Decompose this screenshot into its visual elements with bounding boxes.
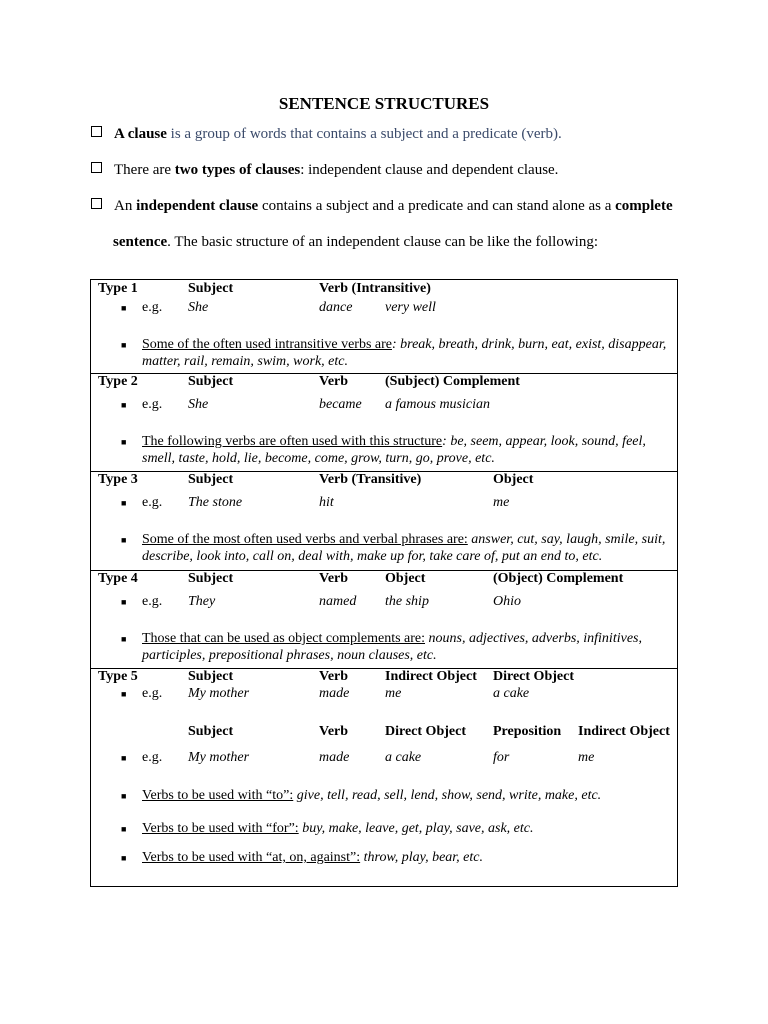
sentence-types-table (90, 279, 678, 887)
example-verb: made (319, 686, 350, 701)
intro-paragraph-types: There are two types of clauses: independent clause and dependent clause. (91, 162, 558, 179)
header-subject: Subject (188, 724, 234, 739)
header-object: Object (385, 571, 426, 586)
example-verb: made (319, 750, 350, 765)
example-indirect-object: me (578, 750, 595, 765)
type-4-section (91, 570, 677, 669)
header-indirect-object: Indirect Object (385, 669, 477, 684)
header-verb: Verb (319, 374, 349, 389)
header-verb: Verb (319, 724, 349, 739)
type-5-note-for: Verbs to be used with “for”: buy, make, leave, get, play, save, ask, etc. (142, 821, 534, 836)
example-direct-object: a cake (493, 686, 530, 701)
type-label: Type 2 (98, 374, 138, 389)
example-preposition: for (493, 750, 510, 765)
example-object: the ship (385, 594, 429, 609)
bullet-icon: ■ (121, 597, 127, 607)
bullet-icon: ■ (121, 824, 127, 834)
example-subject: The stone (188, 495, 243, 510)
header-complement: (Subject) Complement (385, 374, 520, 389)
header-subject: Subject (188, 571, 234, 586)
type-label: Type 3 (98, 472, 138, 487)
eg-label: e.g. (142, 300, 163, 315)
checkbox-icon (91, 198, 102, 209)
intro-paragraph-independent: An independent clause contains a subject and a predicate and can stand alone as a complete (91, 198, 673, 215)
example-complement: Ohio (493, 594, 521, 609)
type-3-section (91, 471, 677, 571)
type-5-note-at-on-against: Verbs to be used with “at, on, against”: throw, play, bear, etc. (142, 850, 484, 865)
eg-label: e.g. (142, 397, 163, 412)
bullet-icon: ■ (121, 400, 127, 410)
checkbox-icon (91, 126, 102, 137)
intro-paragraph-independent-cont: sentence. The basic structure of an independent clause can be like the following: (113, 234, 598, 250)
header-preposition: Preposition (493, 724, 562, 739)
type-3-note: Some of the most often used verbs and verbal phrases are: answer, cut, say, laugh, smile, suit, describe, look into, call on, deal with, make up for, take care of, put an end to, etc. (142, 532, 666, 564)
intro-paragraph-clause: A clause is a group of words that contains a subject and a predicate (verb). (91, 126, 562, 143)
bullet-icon: ■ (121, 340, 127, 350)
header-verb: Verb (Transitive) (319, 472, 422, 487)
type-label: Type 1 (98, 281, 138, 296)
bullet-icon: ■ (121, 753, 127, 763)
header-object: Object (493, 472, 534, 487)
example-verb: named (319, 594, 357, 609)
type-5-note-to: Verbs to be used with “to”: give, tell, read, sell, lend, show, send, write, make, etc. (142, 788, 602, 803)
header-subject: Subject (188, 472, 234, 487)
example-object: me (493, 495, 510, 510)
example-adverb: very well (385, 300, 436, 315)
header-direct-object: Direct Object (385, 724, 466, 739)
type-1-note: Some of the often used intransitive verbs are: break, breath, drink, burn, eat, exist, disappear, matter, rail, remain, swim, work, etc. (142, 337, 667, 369)
eg-label: e.g. (142, 594, 163, 609)
bullet-icon: ■ (121, 791, 127, 801)
header-verb: Verb (319, 571, 349, 586)
eg-label: e.g. (142, 495, 163, 510)
page-title: SENTENCE STRUCTURES (278, 94, 490, 113)
example-verb: dance (319, 300, 353, 315)
type-label: Type 4 (98, 571, 138, 586)
header-verb: Verb (Intransitive) (319, 281, 431, 296)
header-verb: Verb (319, 669, 349, 684)
header-subject: Subject (188, 281, 234, 296)
type-label: Type 5 (98, 669, 138, 684)
example-subject: My mother (188, 750, 250, 765)
example-subject: She (188, 397, 209, 412)
example-complement: a famous musician (385, 397, 490, 412)
header-indirect-object: Indirect Object (578, 724, 670, 739)
checkbox-icon (91, 162, 102, 173)
example-verb: hit (319, 495, 334, 510)
eg-label: e.g. (142, 686, 163, 701)
type-2-section (91, 373, 677, 472)
header-complement: (Object) Complement (493, 571, 624, 586)
type-4-note: Those that can be used as object complements are: nouns, adjectives, adverbs, infinitives, participles, prepositional phrases, noun clauses, etc. (142, 631, 642, 663)
bullet-icon: ■ (121, 437, 127, 447)
type-1-section (91, 280, 677, 374)
type-5-section (91, 668, 677, 886)
type-2-note: The following verbs are often used with this structure: be, seem, appear, look, sound, feel, smell, taste, hold, lie, become, come, grow, turn, go, prove, etc. (142, 434, 646, 466)
bullet-icon: ■ (121, 853, 127, 863)
header-direct-object: Direct Object (493, 669, 574, 684)
bullet-icon: ■ (121, 535, 127, 545)
header-subject: Subject (188, 669, 234, 684)
example-indirect-object: me (385, 686, 402, 701)
example-subject: My mother (188, 686, 250, 701)
bullet-icon: ■ (121, 303, 127, 313)
example-subject: She (188, 300, 209, 315)
eg-label: e.g. (142, 750, 163, 765)
bullet-icon: ■ (121, 498, 127, 508)
bullet-icon: ■ (121, 634, 127, 644)
header-subject: Subject (188, 374, 234, 389)
example-verb: became (319, 397, 362, 412)
example-direct-object: a cake (385, 750, 422, 765)
bullet-icon: ■ (121, 689, 127, 699)
example-subject: They (188, 594, 216, 609)
